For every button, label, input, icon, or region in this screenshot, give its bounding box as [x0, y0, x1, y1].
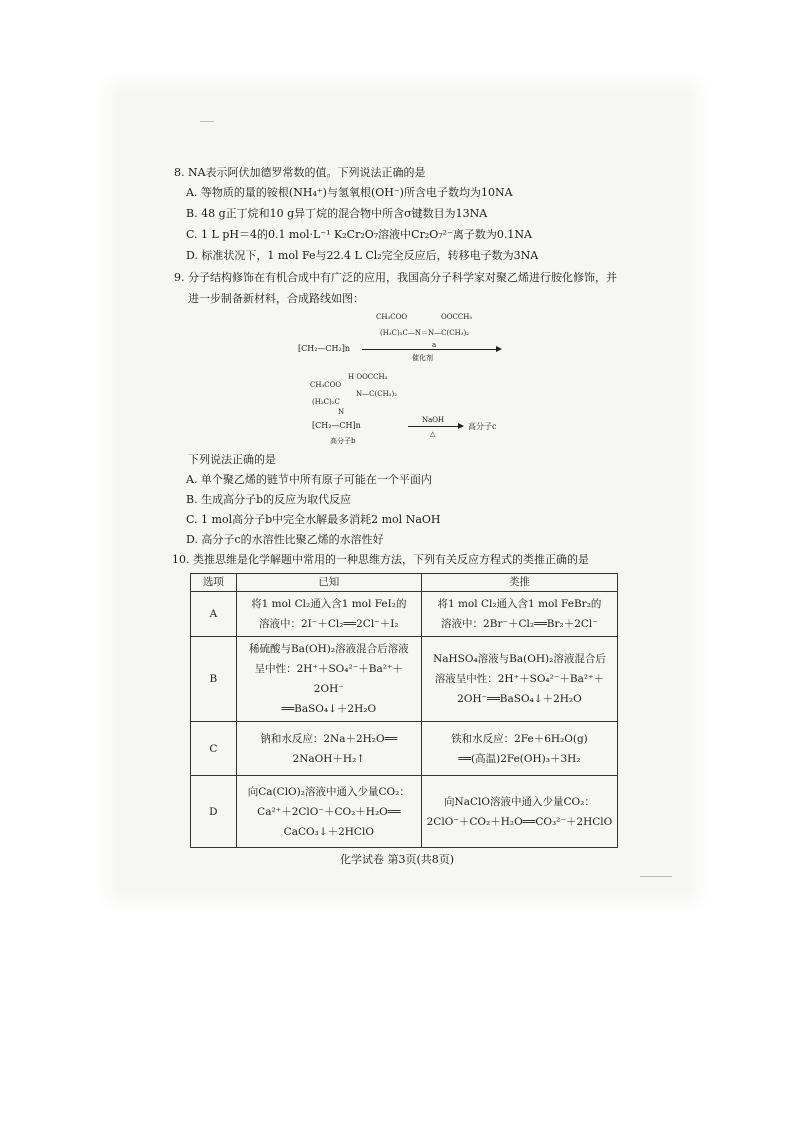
- known-line: 2NaOH＋H₂↑: [292, 752, 366, 765]
- q9-stem-line1: 9. 分子结构修饰在有机合成中有广泛的应用，我国高分子科学家对聚乙烯进行胺化修饰，并: [174, 271, 617, 284]
- polyethylene: ⁅CH₂—CH₂⁆n: [298, 344, 351, 353]
- analogy-line: 2OH⁻══BaSO₄↓＋2H₂O: [457, 693, 582, 705]
- table-header-row: [191, 574, 618, 592]
- reagent-label: a: [432, 341, 437, 349]
- q8-option-a: A. 等物质的量的铵根(NH₄⁺)与氢氧根(OH⁻)所含电子数均为10NA: [186, 186, 513, 199]
- reagent-a-left-group: CH₃COO: [376, 313, 408, 321]
- q8-stem: 8. NA表示阿伏加德罗常数的值。下列说法正确的是: [174, 166, 426, 179]
- known-cell: [236, 637, 421, 722]
- scan-mark: [200, 121, 214, 122]
- analogy-line: NaHSO₄溶液与Ba(OH)₂溶液混合后: [433, 653, 606, 665]
- analogy-cell: [421, 592, 617, 637]
- reaction-arrow-1: [362, 349, 496, 350]
- table-row: [191, 637, 618, 722]
- row-option: C: [191, 722, 237, 776]
- polymer-b-nh: H OOCCH₃: [348, 373, 388, 381]
- heat-symbol: △: [430, 430, 436, 438]
- q9-option-b: B. 生成高分子b的反应为取代反应: [186, 493, 352, 506]
- analogy-line: ══(高温)2Fe(OH)₃＋3H₂: [458, 752, 581, 765]
- q8-option-c: C. 1 L pH＝4的0.1 mol·L⁻¹ K₂Cr₂O₇溶液中Cr₂O₇²⁻离子数为0.1NA: [186, 228, 532, 241]
- header-analogy: 类推: [421, 574, 617, 592]
- analogy-line: 2ClO⁻＋CO₂＋H₂O══CO₃²⁻＋2HClO: [426, 815, 613, 828]
- reaction-arrow-2: [408, 426, 458, 427]
- analogy-line: 溶液呈中性：2H⁺＋SO₄²⁻＋Ba²⁺＋: [434, 673, 605, 685]
- arrowhead-2: [458, 423, 464, 429]
- q9-prompt: 下列说法正确的是: [188, 453, 276, 466]
- analogy-line: 溶液中：2Br⁻＋Cl₂══Br₂＋2Cl⁻: [441, 618, 598, 630]
- catalyst-label: 催化剂: [412, 354, 433, 362]
- q10-stem: 10. 类推思维是化学解题中常用的一种思维方法，下列有关反应方程式的类推正确的是: [172, 553, 589, 566]
- known-line: 稀硫酸与Ba(OH)₂溶液混合后溶液: [248, 643, 409, 655]
- arrowhead-1: [496, 346, 502, 352]
- reagent-a-backbone: (H₃C)₂C—N＝N—C(CH₃)₂: [380, 329, 470, 337]
- known-line: 向Ca(ClO)₂溶液中通入少量CO₂：: [247, 785, 410, 798]
- polymer-c-label: 高分子c: [468, 422, 497, 431]
- known-line: 溶液中：2I⁻＋Cl₂══2Cl⁻＋I₂: [259, 618, 399, 630]
- q9-option-c: C. 1 mol高分子b中完全水解最多消耗2 mol NaOH: [186, 513, 441, 526]
- header-known: 已知: [236, 574, 421, 592]
- polymer-b-amine: N—C(CH₃)₂: [356, 390, 398, 398]
- known-line: 呈中性：2H⁺＋SO₄²⁻＋Ba²⁺＋2OH⁻: [254, 663, 403, 695]
- polymer-b-nitrogen: N: [338, 408, 345, 416]
- known-line: ══BaSO₄↓＋2H₂O: [281, 703, 377, 715]
- row-option: A: [191, 592, 237, 637]
- analogy-line: 将1 mol Cl₂通入含1 mol FeBr₂的: [437, 598, 602, 610]
- known-line: CaCO₃↓＋2HClO: [283, 825, 374, 838]
- table-row: [191, 592, 618, 637]
- analogy-cell: [421, 722, 617, 776]
- polymer-b-acetate: CH₃COO: [310, 381, 342, 389]
- table-row: [191, 722, 618, 776]
- table-row: [191, 776, 618, 848]
- q9-option-a: A. 单个聚乙烯的链节中所有原子可能在一个平面内: [186, 473, 432, 486]
- q9-stem-line2: 进一步制备新材料，合成路线如图：: [188, 292, 364, 305]
- scan-mark: [640, 876, 672, 877]
- reagent-a-right-group: OOCCH₃: [441, 313, 473, 321]
- q8-option-b: B. 48 g正丁烷和10 g异丁烷的混合物中所含σ键数目为13NA: [186, 207, 488, 220]
- polymer-b-carbon: (H₃C)₂C: [312, 398, 340, 406]
- analogy-cell: [421, 637, 617, 722]
- known-line: 钠和水反应：2Na＋2H₂O══: [260, 732, 398, 745]
- analogy-line: 向NaClO溶液中通入少量CO₂：: [444, 795, 595, 808]
- known-cell: [236, 776, 421, 848]
- row-option: D: [191, 776, 237, 848]
- polymer-b-label: 高分子b: [330, 437, 356, 445]
- known-cell: [236, 592, 421, 637]
- known-cell: [236, 722, 421, 776]
- q9-option-d: D. 高分子c的水溶性比聚乙烯的水溶性好: [186, 533, 384, 546]
- q8-option-d: D. 标准状况下，1 mol Fe与22.4 L Cl₂完全反应后，转移电子数为3NA: [186, 249, 539, 262]
- known-line: 将1 mol Cl₂通入含1 mol FeI₂的: [251, 598, 407, 610]
- analogy-table: [190, 573, 618, 848]
- row-option: B: [191, 637, 237, 722]
- known-line: Ca²⁺＋2ClO⁻＋CO₂＋H₂O══: [257, 805, 401, 818]
- header-option: 选项: [191, 574, 237, 592]
- polymer-b-backbone: ⁅CH₂—CH⁆n: [312, 421, 361, 430]
- analogy-cell: [421, 776, 617, 848]
- page-footer: 化学试卷 第3页(共8页): [339, 853, 455, 866]
- naoh-reagent: NaOH: [422, 416, 445, 424]
- analogy-line: 铁和水反应：2Fe＋6H₂O(g): [451, 732, 588, 745]
